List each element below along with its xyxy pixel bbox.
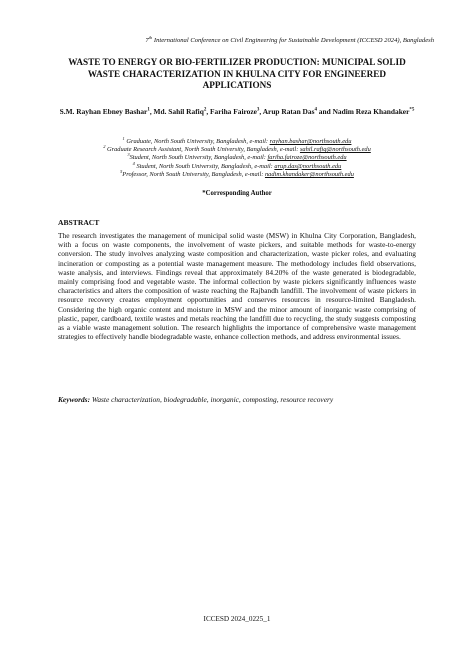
affiliation-sup: 5	[120, 168, 123, 174]
affiliation-row	[58, 168, 416, 179]
author-sup: 4	[314, 107, 317, 113]
affiliation-email[interactable]: nadim.khandaker@northsouth.edu	[264, 170, 354, 178]
affiliation-email[interactable]: sahil.rafiq@northsouth.edu	[299, 146, 371, 154]
affiliation-text: Graduate, North South University, Bangladesh, e-mail:	[124, 138, 270, 145]
affiliation-row	[58, 135, 416, 146]
affiliation-row	[58, 154, 416, 162]
affiliation-text: Graduate Research Assistant, North South University, Bangladesh, e-mail:	[105, 146, 300, 154]
conference-name: International Conference on Civil Engineering for Sustainable Development (ICCESD 2024), Bangladesh	[152, 37, 434, 44]
abstract-heading: ABSTRACT	[58, 218, 100, 227]
conference-edition-suffix: th	[148, 34, 153, 40]
author-separator: and	[316, 107, 333, 116]
author-name: S.M. Rayhan Ebney Bashar	[59, 107, 148, 116]
author	[333, 107, 415, 116]
affiliation-email[interactable]: arup.das@northsouth.edu	[274, 162, 342, 170]
author	[263, 107, 333, 116]
keywords-label: Keywords:	[58, 395, 91, 404]
affiliation-email[interactable]: rayhan.bashar@northsouth.edu	[269, 138, 352, 145]
conference-header	[40, 34, 434, 45]
page-footer: ICCESD 2024_0225_1	[203, 615, 271, 623]
author-sup: 1	[147, 107, 150, 113]
author-name: Nadim Reza Khandaker	[332, 107, 410, 116]
abstract-body: The research investigates the management of municipal solid waste (MSW) in Khulna City Corporation, Bangladesh, with a focus on waste components, the involvement of waste pickers, and suitable methods for waste-to-energy conversion. The study involves analyzing waste composition and characterization, waste picker roles, and evaluating incineration or composting as a potential waste management measure. The methodology includes field observations, waste analysis, and interviews. Findings reveal that approximately 84.20% of the waste generated is biodegradable, mainly comprising food and vegetable waste. The informal collection by waste pickers significantly influences waste characteristics and alters the composition of waste reaching the Rajbandh landfill. The involvement of waste pickers in resource recovery creates employment opportunities and conserves resources in resource-limited Bangladesh. Considering the high organic content and moisture in MSW and the minor amount of inorganic waste comprising of plastic, paper, cardboard, textile wastes and metals reaching the landfill due to recycling, the study suggests composting as a viable waste management solution. The research highlights the importance of comprehensive waste management strategies to effectively handle biodegradable waste, enhance collection methods, and address environmental issues.	[58, 231, 416, 342]
affiliation-sup: 3	[127, 152, 130, 158]
keywords-text: Waste characterization, biodegradable, inorganic, composting, resource recovery	[90, 395, 334, 404]
conference-edition: 7	[145, 37, 149, 44]
affiliation-list	[58, 135, 416, 179]
corresponding-author-note: *Corresponding Author	[202, 190, 272, 197]
paper-title: WASTE TO ENERGY OR BIO-FERTILIZER PRODUCTION: MUNICIPAL SOLID WASTE CHARACTERIZATION IN KHULNA CITY FOR ENGINEERED APPLICATIONS	[68, 57, 406, 91]
author	[154, 107, 211, 116]
affiliation-sup: 1	[122, 135, 125, 141]
author-list	[58, 106, 416, 117]
author	[60, 107, 154, 116]
author-separator: ,	[149, 107, 154, 116]
affiliation-text: Student, North South University, Bangladesh, e-mail:	[134, 162, 275, 170]
author-separator: ,	[259, 107, 263, 116]
affiliation-sup: 2	[103, 144, 106, 150]
affiliation-text: Professor, North South University, Bangladesh, e-mail:	[122, 170, 265, 178]
author-name: Md. Sahil Rafiq	[153, 107, 204, 116]
author-name: Arup Ratan Das	[262, 107, 315, 116]
affiliation-text: Student, North South University, Bangladesh, e-mail:	[129, 154, 268, 162]
affiliation-row	[58, 160, 416, 171]
author-name: Fariha Fairoze	[210, 107, 257, 116]
affiliation-sup: 4	[132, 160, 135, 166]
author-sup: *5	[409, 107, 415, 113]
author-sup: 3	[256, 107, 260, 113]
author-sup: 2	[203, 107, 207, 113]
author-separator: ,	[206, 107, 211, 116]
author	[210, 107, 263, 116]
keywords	[58, 395, 416, 404]
affiliation-email[interactable]: fariha.fairoze@northsouth.edu	[267, 154, 347, 162]
